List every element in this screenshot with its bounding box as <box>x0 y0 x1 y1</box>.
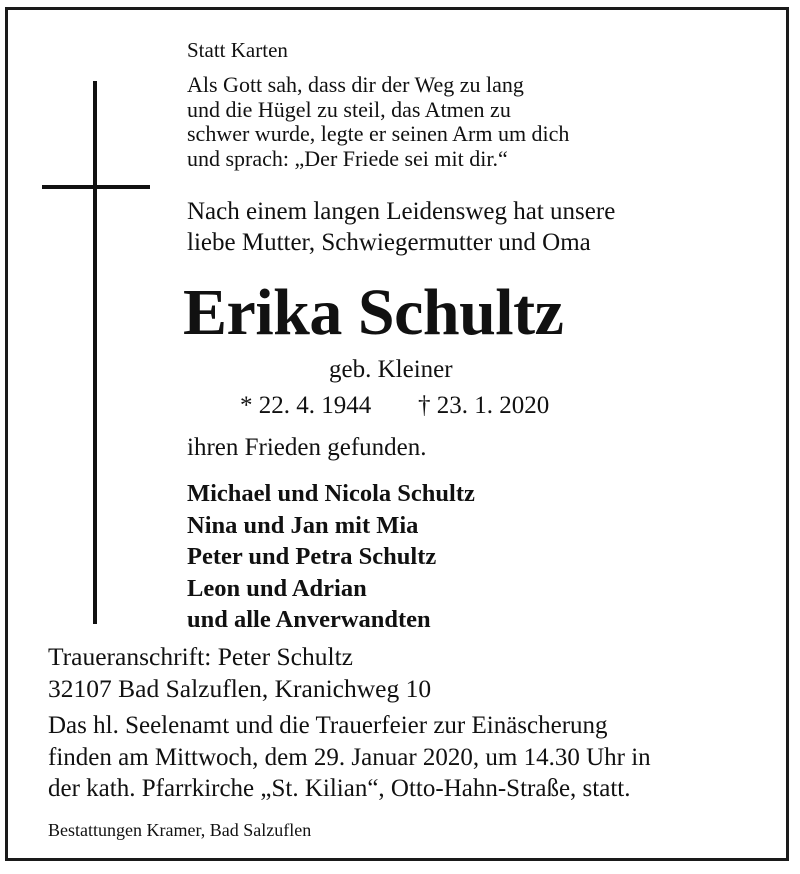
intro-line: Nach einem langen Leidensweg hat unsere <box>187 198 616 225</box>
peace-line: ihren Frieden gefunden. <box>187 434 427 461</box>
poem-line: und die Hügel zu steil, das Atmen zu <box>187 96 511 122</box>
cross-vertical-bar <box>93 81 97 624</box>
service-info <box>48 710 651 805</box>
mourning-address <box>48 641 431 704</box>
deceased-name: Erika Schultz <box>183 276 564 349</box>
service-line: finden am Mittwoch, dem 29. Januar 2020, um 14.30 Uhr in <box>48 743 651 771</box>
service-line: Das hl. Seelenamt und die Trauerfeier zur Einäscherung <box>48 712 608 739</box>
address-line: Traueranschrift: Peter Schultz <box>48 642 353 671</box>
death-date: † 23. 1. 2020 <box>418 392 550 419</box>
address-line: 32107 Bad Salzuflen, Kranichweg 10 <box>48 673 432 703</box>
family-member: Nina und Jan mit Mia <box>187 511 419 539</box>
family-member: Peter und Petra Schultz <box>187 543 437 570</box>
cross-horizontal-bar <box>42 185 150 189</box>
intro-text <box>187 196 615 258</box>
birth-name: geb. Kleiner <box>329 356 453 383</box>
poem-line: schwer wurde, legte er seinen Arm um dich <box>187 121 570 146</box>
family-list <box>187 478 475 636</box>
intro-line: liebe Mutter, Schwiegermutter und Oma <box>187 229 591 256</box>
poem-line: und sprach: „Der Friede sei mit dir.“ <box>187 145 508 171</box>
header-statt-karten: Statt Karten <box>187 38 288 62</box>
service-line: der kath. Pfarrkirche „St. Kilian“, Otto-Hahn-Straße, statt. <box>48 775 631 802</box>
funeral-home: Bestattungen Kramer, Bad Salzuflen <box>48 820 312 840</box>
poem-line: Als Gott sah, dass dir der Weg zu lang <box>187 72 524 97</box>
family-member: und alle Anverwandten <box>187 606 431 633</box>
family-member: Michael und Nicola Schultz <box>187 480 475 507</box>
birth-date: * 22. 4. 1944 <box>240 392 372 419</box>
family-member: Leon und Adrian <box>187 574 367 602</box>
poem <box>187 73 569 171</box>
